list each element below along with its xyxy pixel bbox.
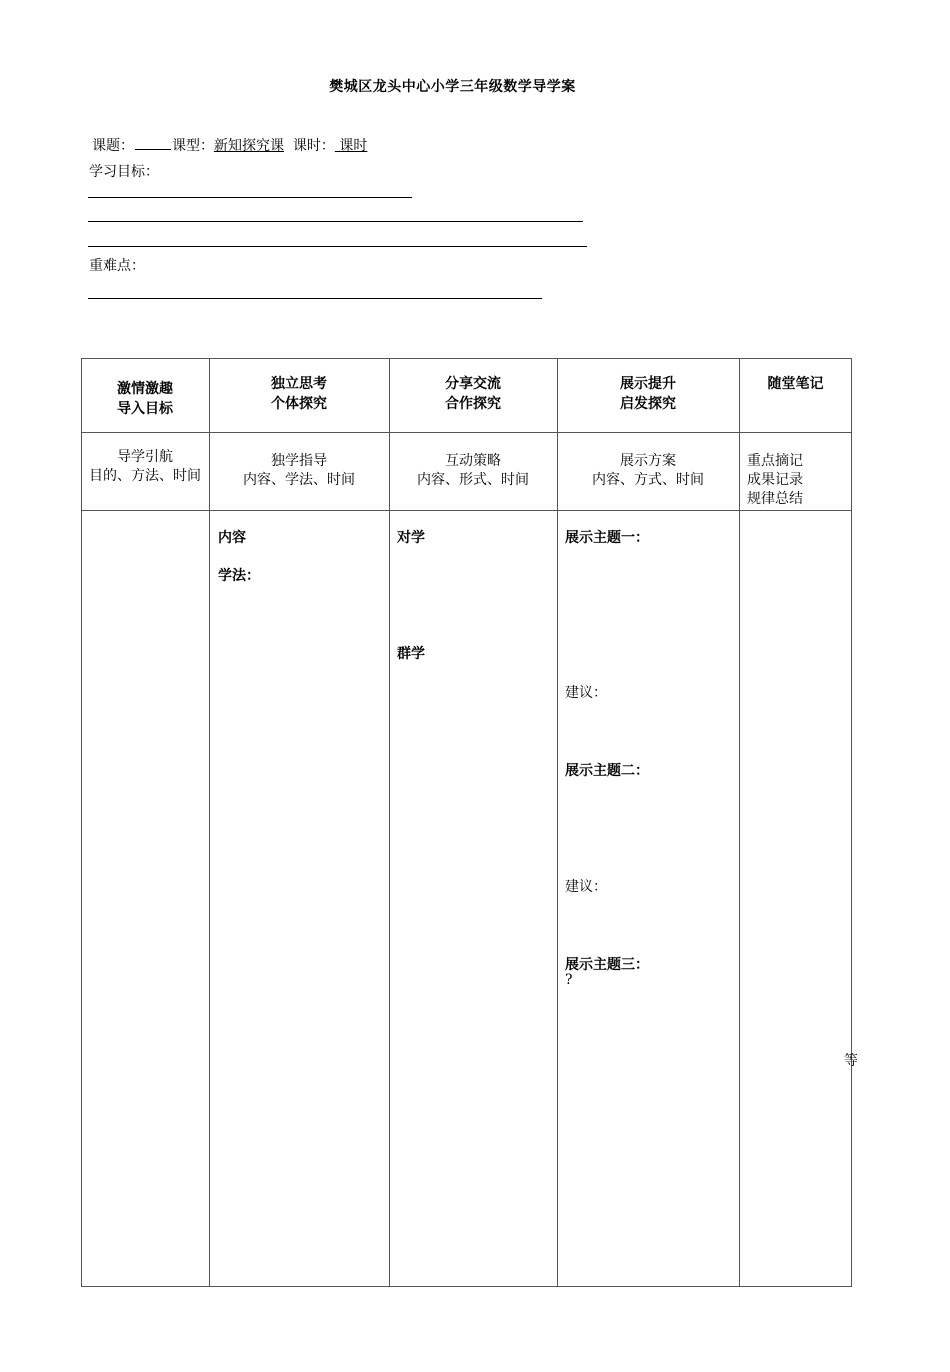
header-share: 分享交流 合作探究 — [445, 376, 501, 412]
subheader-independent: 独学指导 内容、学法、时间 — [243, 453, 355, 488]
keypoints-line[interactable] — [88, 298, 542, 299]
row-divider-1 — [81, 432, 852, 433]
header-independent: 独立思考 个体探究 — [271, 376, 327, 412]
period-value: 课时 — [334, 138, 368, 154]
period-label: 课时： — [292, 138, 335, 154]
subheader-display: 展示方案 内容、方式、时间 — [592, 453, 704, 488]
col4-topic1-label: 展示主题一： — [565, 530, 649, 546]
lesson-meta — [92, 135, 367, 155]
col3-group-label: 群学 — [397, 646, 425, 662]
col4-topic3-label: 展示主题三： — [565, 957, 649, 973]
keypoints-label: 重难点： — [89, 258, 145, 274]
type-value: 新知探究课 — [214, 138, 284, 154]
col4-question-mark: ? — [565, 972, 573, 988]
col4-suggest1-label: 建议： — [565, 685, 607, 701]
objectives-line-2[interactable] — [88, 221, 583, 222]
objectives-line-3[interactable] — [88, 246, 587, 247]
col-divider-2 — [389, 358, 390, 1287]
header-notes: 随堂笔记 — [767, 376, 824, 392]
col2-method-label: 学法： — [218, 568, 260, 584]
col2-content-label: 内容 — [218, 530, 246, 546]
topic-label: 课题： — [92, 138, 134, 154]
lesson-table — [81, 358, 852, 1287]
row-divider-2 — [81, 510, 852, 511]
objectives-line-1[interactable] — [88, 197, 412, 198]
col3-pair-label: 对学 — [397, 530, 425, 546]
col-divider-4 — [739, 358, 740, 1287]
col4-suggest2-label: 建议： — [565, 879, 607, 895]
page-title: 樊城区龙头中心小学三年级数学导学案 — [329, 79, 576, 95]
objectives-label: 学习目标： — [89, 164, 159, 180]
subheader-share: 互动策略 内容、形式、时间 — [417, 453, 529, 488]
side-note: 等 — [844, 1053, 858, 1069]
topic-blank[interactable] — [135, 137, 171, 150]
col-divider-3 — [557, 358, 558, 1287]
header-display: 展示提升 启发探究 — [620, 376, 676, 412]
subheader-intro: 导学引航 目的、方法、时间 — [89, 449, 201, 484]
subheader-notes: 重点摘记 成果记录 规律总结 — [747, 453, 803, 507]
col4-topic2-label: 展示主题二： — [565, 763, 649, 779]
type-label: 课型： — [172, 138, 214, 154]
header-intro: 激情激趣 导入目标 — [117, 381, 173, 417]
col-divider-1 — [209, 358, 210, 1287]
